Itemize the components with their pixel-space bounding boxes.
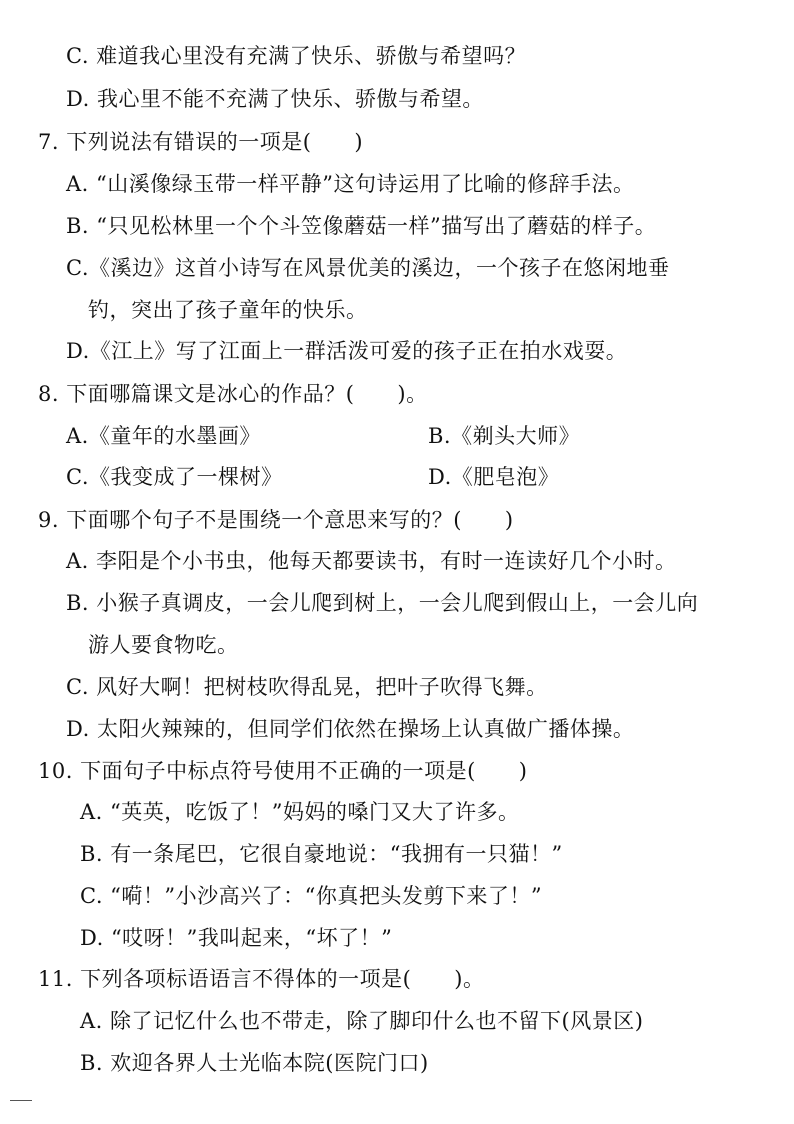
q6-option-d: D. 我心里不能不充满了快乐、骄傲与希望。 [66, 87, 484, 111]
q11-option-a: A. 除了记忆什么也不带走，除了脚印什么也不留下(风景区) [80, 1009, 644, 1033]
question-8: 8. 下面哪篇课文是冰心的作品？( )。 [38, 382, 428, 406]
q6-option-c: C. 难道我心里没有充满了快乐、骄傲与希望吗？ [66, 44, 527, 68]
q10-option-a: A. “英英，吃饭了！”妈妈的嗓门又大了许多。 [80, 800, 520, 824]
question-10: 10. 下面句子中标点符号使用不正确的一项是( ) [38, 759, 528, 783]
q7-option-b: B. “只见松林里一个个斗笠像蘑菇一样”描写出了蘑菇的样子。 [66, 214, 657, 238]
q9-option-c: C. 风好大啊！把树枝吹得乱晃，把叶子吹得飞舞。 [66, 675, 548, 699]
q7-option-c: C.《溪边》这首小诗写在风景优美的溪边，一个孩子在悠闲地垂 [66, 256, 670, 280]
q9-option-b-continued: 游人要食物吃。 [88, 633, 239, 657]
q7-option-d: D.《江上》写了江面上一群活泼可爱的孩子正在拍水戏耍。 [66, 339, 628, 363]
q8-option-b: B.《剃头大师》 [428, 424, 581, 448]
page-edge-mark [10, 1100, 32, 1101]
question-11: 11. 下列各项标语语言不得体的一项是( )。 [38, 967, 485, 991]
q10-option-b: B. 有一条尾巴，它很自豪地说：“我拥有一只猫！” [80, 842, 563, 866]
q9-option-d: D. 太阳火辣辣的，但同学们依然在操场上认真做广播体操。 [66, 717, 635, 741]
q10-option-d: D. “哎呀！”我叫起来，“坏了！” [80, 926, 393, 950]
q7-option-a: A. “山溪像绿玉带一样平静”这句诗运用了比喻的修辞手法。 [66, 172, 635, 196]
q8-option-d: D.《肥皂泡》 [428, 465, 560, 489]
q9-option-a: A. 李阳是个小书虫，他每天都要读书，有时一连读好几个小时。 [66, 549, 677, 573]
q11-option-b: B. 欢迎各界人士光临本院(医院门口) [80, 1051, 429, 1075]
q8-option-a: A.《童年的水墨画》 [66, 424, 261, 448]
q7-option-c-continued: 钓，突出了孩子童年的快乐。 [88, 298, 368, 322]
q9-option-b: B. 小猴子真调皮，一会儿爬到树上，一会儿爬到假山上，一会儿向 [66, 591, 699, 615]
q10-option-c: C. “嗬！”小沙高兴了：“你真把头发剪下来了！” [80, 884, 543, 908]
q8-option-c: C.《我变成了一棵树》 [66, 465, 283, 489]
question-9: 9. 下面哪个句子不是围绕一个意思来写的？( ) [38, 508, 514, 532]
question-7: 7. 下列说法有错误的一项是( ) [38, 130, 364, 154]
